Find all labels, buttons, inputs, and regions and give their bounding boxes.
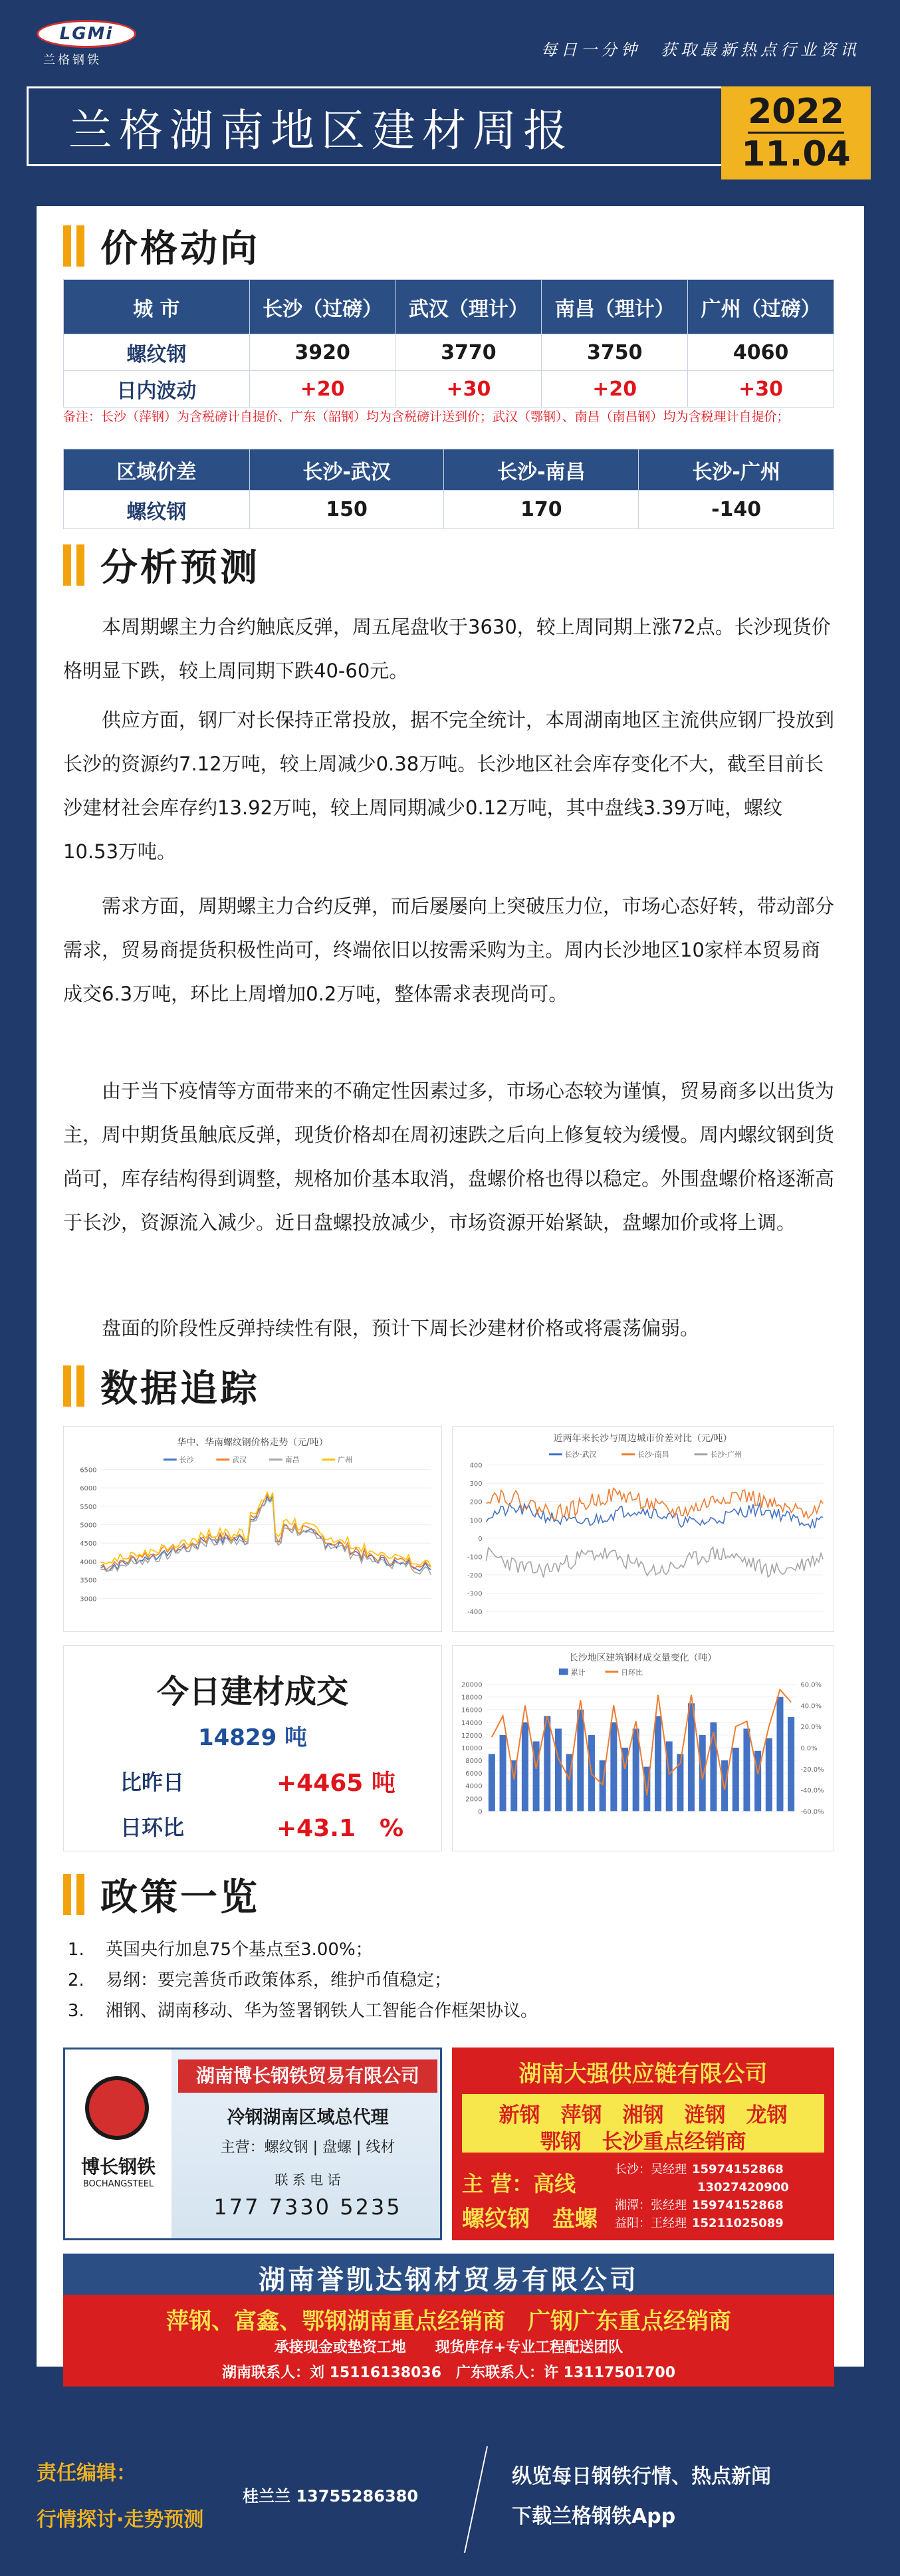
y-tick-label: 5500 xyxy=(80,1503,97,1511)
y-tick-label: 3500 xyxy=(80,1577,97,1585)
y-tick-label: 4000 xyxy=(80,1558,97,1566)
ad-daqiang-contacts: 长沙：吴经理 15974152868 13027420900 湘潭：张经理 15974152868 益阳：王经理 15211025089 xyxy=(615,2163,789,2230)
price-table xyxy=(63,279,834,408)
today-title: 今日建材成交 xyxy=(156,1673,348,1710)
bar xyxy=(522,1722,528,1812)
table-row xyxy=(64,371,834,408)
series-line xyxy=(487,1504,824,1528)
ad-daqiang-brands-2: 鄂钢 长沙重点经销商 xyxy=(540,2130,746,2154)
y-tick-label: 6000 xyxy=(80,1485,97,1493)
section-heading-data xyxy=(63,1359,260,1413)
table-cell: +20 xyxy=(542,371,688,408)
y-tick-label: 2000 xyxy=(465,1796,483,1804)
y-tick-label: 60.0% xyxy=(800,1681,822,1689)
y-tick-label: -40.0% xyxy=(800,1787,824,1795)
y-tick-label: 10000 xyxy=(461,1744,483,1752)
column-name: 行情探讨·走势预测 xyxy=(37,2508,204,2531)
ad-bochang-phone-label: 联 系 电 话 xyxy=(275,2172,341,2188)
table-header: 长沙（过磅） xyxy=(249,280,395,334)
report-title-box xyxy=(27,86,731,166)
bar xyxy=(544,1716,550,1811)
y-tick-label: 5000 xyxy=(80,1522,97,1530)
y-tick-label: -300 xyxy=(467,1590,483,1598)
table-cell: +30 xyxy=(395,371,542,408)
ad-bochang-brand: 博长钢铁 xyxy=(80,2156,156,2178)
table-row xyxy=(64,334,834,371)
date-badge xyxy=(721,86,871,179)
editor-label: 责任编辑： xyxy=(37,2462,136,2485)
ad-yukaida-line3: 湖南联系人：刘 15116138036 广东联系人：许 13117501700 xyxy=(221,2365,676,2381)
section-title: 数据追踪 xyxy=(100,1367,260,1411)
slogan: 每日一分钟 获取最新热点行业资讯 xyxy=(541,41,860,59)
table-cell: +20 xyxy=(249,371,395,408)
bar xyxy=(710,1722,717,1812)
y-tick-label: 20000 xyxy=(461,1681,483,1689)
analysis-paragraph: 需求方面，周期螺主力合约反弹，而后屡屡向上突破压力位，市场心态好转，带动部分需求，贸易商提货积极性尚可，终端依旧以按需采购为主。周内长沙地区10家样本贸易商成交6.3万吨，环比上周增加0.2万吨，整体需求表现尚可。 xyxy=(63,895,835,1005)
main-panel xyxy=(37,206,864,2381)
price-trend-svg xyxy=(64,1427,441,1631)
table-cell: -140 xyxy=(639,491,834,529)
bar xyxy=(500,1735,506,1811)
year: 2022 xyxy=(748,92,844,134)
bar xyxy=(721,1760,728,1811)
y-tick-label: 12000 xyxy=(461,1732,483,1740)
spread-chart xyxy=(452,1426,834,1632)
table-cell: 3750 xyxy=(542,334,688,371)
volume-chart xyxy=(452,1645,834,1851)
bar xyxy=(776,1697,783,1812)
table-header: 长沙-广州 xyxy=(639,449,834,491)
ad-yukaida-line2: 承接现金或垫资工地 现货库存+专业工程配送团队 xyxy=(274,2339,623,2356)
footer-promo-2[interactable]: 下载兰格钢铁App xyxy=(512,2505,676,2528)
table-header: 武汉（理计） xyxy=(395,280,542,334)
legend-label: 长沙 xyxy=(179,1455,194,1464)
legend-label: 日环比 xyxy=(621,1668,643,1677)
today-volume-card xyxy=(63,1645,442,1851)
y-tick-label: 20.0% xyxy=(800,1724,822,1732)
y-tick-label: 14000 xyxy=(461,1719,483,1727)
legend-label: 南昌 xyxy=(284,1455,300,1464)
table-header: 长沙-武汉 xyxy=(249,449,444,491)
y-tick-label: -200 xyxy=(467,1572,483,1580)
table-header: 长沙-南昌 xyxy=(444,449,639,491)
table-cell: +30 xyxy=(688,371,834,408)
y-tick-label: 18000 xyxy=(461,1694,483,1702)
table-cell: 170 xyxy=(444,491,639,529)
legend-label: 累计 xyxy=(570,1668,586,1677)
y-tick-label: 8000 xyxy=(465,1758,483,1766)
price-trend-chart xyxy=(63,1426,442,1632)
dod-label: 日环比 xyxy=(120,1815,185,1840)
section-title: 分析预测 xyxy=(100,546,260,590)
table-row xyxy=(64,491,834,529)
y-tick-label: 40.0% xyxy=(800,1702,822,1710)
ad-bochang-logo xyxy=(65,2049,171,2240)
vs-yesterday-label: 比昨日 xyxy=(120,1770,185,1795)
bar xyxy=(666,1741,673,1811)
y-tick-label: -20.0% xyxy=(800,1766,824,1774)
analysis-paragraph: 由于当下疫情等方面带来的不确定性因素过多，市场心态较为谨慎，贸易商多以出货为主，周中期货虽触底反弹，现货价格却在周初速跌之后向上修复较为缓慢。周内螺纹钢到货尚可，库存结构得到调整，规格加价基本取消，盘螺价格也得以稳定。外围盘螺价格逐渐高于长沙，资源流入减少。近日盘螺投放减少，市场资源开始紧缺，盘螺加价或将上调。 xyxy=(63,1080,835,1234)
date: 11.04 xyxy=(741,134,851,174)
y-tick-label: 200 xyxy=(469,1498,483,1506)
section-heading-policy xyxy=(63,1868,260,1921)
ad-daqiang[interactable] xyxy=(452,2048,834,2240)
spread-svg xyxy=(453,1427,834,1631)
today-volume: 14829 吨 xyxy=(197,1724,308,1751)
footer xyxy=(0,2420,900,2576)
bar xyxy=(766,1738,772,1812)
table-header: 城 市 xyxy=(64,280,250,334)
table-cell: 3920 xyxy=(249,334,395,371)
section-heading-price xyxy=(63,219,260,273)
ad-bochang-brand-en: BOCHANGSTEEL xyxy=(82,2179,154,2189)
ad-daqiang-brands: 新钢 萍钢 湘钢 涟钢 龙钢 xyxy=(499,2103,788,2127)
ad-bochang[interactable] xyxy=(63,2048,442,2240)
y-tick-label: 4500 xyxy=(80,1540,97,1548)
table-cell: 4060 xyxy=(688,334,834,371)
chart-title: 近两年来长沙与周边城市价差对比（元/吨） xyxy=(553,1433,732,1444)
policy-item: 3. 湘钢、湖南移动、华为签署钢铁人工智能合作框架协议。 xyxy=(90,1996,834,2026)
ad-yukaida-line1: 萍钢、富鑫、鄂钢湖南重点经销商 广钢广东重点经销商 xyxy=(166,2308,731,2335)
legend-label: 武汉 xyxy=(232,1455,247,1464)
ad-yukaida[interactable] xyxy=(63,2254,834,2387)
y-tick-label: 0 xyxy=(478,1535,483,1543)
bar xyxy=(577,1710,584,1812)
footer-divider xyxy=(464,2446,488,2553)
series-line xyxy=(487,1547,824,1578)
legend-label: 长沙-南昌 xyxy=(637,1450,669,1459)
ad-bochang-business: 主营：螺纹钢 | 盘螺 | 线材 xyxy=(220,2139,395,2156)
chart-title: 长沙地区建筑钢材成交量变化（吨） xyxy=(568,1652,717,1663)
ad-bochang-phone[interactable]: 177 7330 5235 xyxy=(213,2194,402,2220)
y-tick-label: 16000 xyxy=(461,1706,483,1714)
y-tick-label: 3000 xyxy=(80,1595,97,1603)
ad-daqiang-main-label: 主 营：高线 xyxy=(462,2171,576,2196)
y-tick-label: -100 xyxy=(467,1554,483,1562)
bar xyxy=(788,1717,794,1811)
bochang-logo-icon xyxy=(85,2076,149,2140)
legend-label: 长沙-武汉 xyxy=(564,1450,597,1459)
bar xyxy=(610,1722,617,1812)
y-tick-label: 6500 xyxy=(80,1466,97,1474)
bar xyxy=(555,1728,562,1811)
analysis-paragraph: 盘面的阶段性反弹持续性有限，预计下周长沙建材价格或将震荡偏弱。 xyxy=(102,1317,700,1340)
y-tick-label: 400 xyxy=(469,1462,483,1470)
bar xyxy=(732,1748,739,1811)
ad-daqiang-products: 螺纹钢 盘螺 xyxy=(462,2206,598,2232)
bar xyxy=(688,1703,695,1811)
table-header: 广州（过磅） xyxy=(688,280,834,334)
table-cell: 3770 xyxy=(395,334,542,371)
editor-name: 桂兰兰 13755286380 xyxy=(243,2487,419,2506)
policy-item: 2. 易纲：要完善货币政策体系，维护币值稳定； xyxy=(90,1965,834,1996)
bar xyxy=(743,1728,750,1811)
y-tick-label: 6000 xyxy=(465,1770,483,1778)
table-cell: 螺纹钢 xyxy=(64,334,250,371)
logo-subtitle: 兰格钢铁 xyxy=(43,53,102,67)
y-tick-label: -400 xyxy=(467,1609,483,1617)
y-tick-label: 0 xyxy=(478,1808,483,1816)
logo xyxy=(37,20,150,66)
bar xyxy=(699,1735,706,1811)
vs-yesterday-value: +4465 吨 xyxy=(277,1770,395,1797)
ad-bochang-role: 冷钢湖南区域总代理 xyxy=(227,2107,389,2128)
volume-svg xyxy=(453,1646,834,1851)
section-title: 政策一览 xyxy=(100,1876,260,1919)
ad-daqiang-company: 湖南大强供应链有限公司 xyxy=(518,2061,768,2087)
section-heading-analysis xyxy=(63,538,260,592)
y-tick-label: 100 xyxy=(469,1517,483,1525)
report-title: 兰格湖南地区建材周报 xyxy=(68,104,574,156)
table-header: 区域价差 xyxy=(64,449,250,491)
analysis-paragraph: 供应方面，钢厂对长保持正常投放，据不完全统计，本周湖南地区主流供应钢厂投放到长沙的资源约7.12万吨，较上周减少0.38万吨。长沙地区社会库存变化不大，截至目前长沙建材社会库存约13.92万吨，较上周同期减少0.12万吨，其中盘线3.39万吨，螺纹10.53万吨。 xyxy=(63,709,835,863)
policy-list xyxy=(90,1934,834,2026)
legend-label: 长沙-广州 xyxy=(710,1450,742,1459)
section-title: 价格动向 xyxy=(100,227,260,271)
price-note: 备注：长沙（萍钢）为含税磅计自提价、广东（韶钢）均为含税磅计送到价；武汉（鄂钢）、南昌（南昌钢）均为含税理计自提价； xyxy=(63,410,790,424)
table-cell: 150 xyxy=(249,491,444,529)
y-tick-label: -60.0% xyxy=(800,1808,824,1816)
analysis-paragraph: 本周期螺主力合约触底反弹，周五尾盘收于3630，较上周同期上涨72点。长沙现货价格明显下跌，较上周同期下跌40-60元。 xyxy=(63,616,831,682)
series-line xyxy=(100,1499,431,1575)
table-cell: 螺纹钢 xyxy=(64,491,250,529)
legend-label: 广州 xyxy=(338,1455,352,1464)
spread-table xyxy=(63,449,834,529)
table-cell: 日内波动 xyxy=(64,371,250,408)
y-tick-label: 0.0% xyxy=(800,1744,818,1752)
bar xyxy=(655,1716,661,1811)
policy-item: 1. 英国央行加息75个基点至3.00%； xyxy=(90,1934,834,1965)
dod-value: +43.1 % xyxy=(277,1815,404,1842)
legend-swatch xyxy=(559,1669,568,1675)
chart-title: 华中、华南螺纹钢价格走势（元/吨） xyxy=(177,1437,328,1448)
y-tick-label: 4000 xyxy=(465,1783,483,1791)
footer-promo-1: 纵览每日钢铁行情、热点新闻 xyxy=(512,2465,771,2488)
series-line xyxy=(487,1488,824,1520)
header xyxy=(0,0,900,199)
logo-mark: LGMi xyxy=(37,20,136,48)
ad-bochang-company: 湖南博长钢铁贸易有限公司 xyxy=(178,2059,437,2093)
ad-yukaida-company: 湖南誉凯达钢材贸易有限公司 xyxy=(259,2265,639,2295)
y-tick-label: 300 xyxy=(469,1480,483,1488)
bar xyxy=(489,1754,495,1812)
table-header: 南昌（理计） xyxy=(542,280,688,334)
